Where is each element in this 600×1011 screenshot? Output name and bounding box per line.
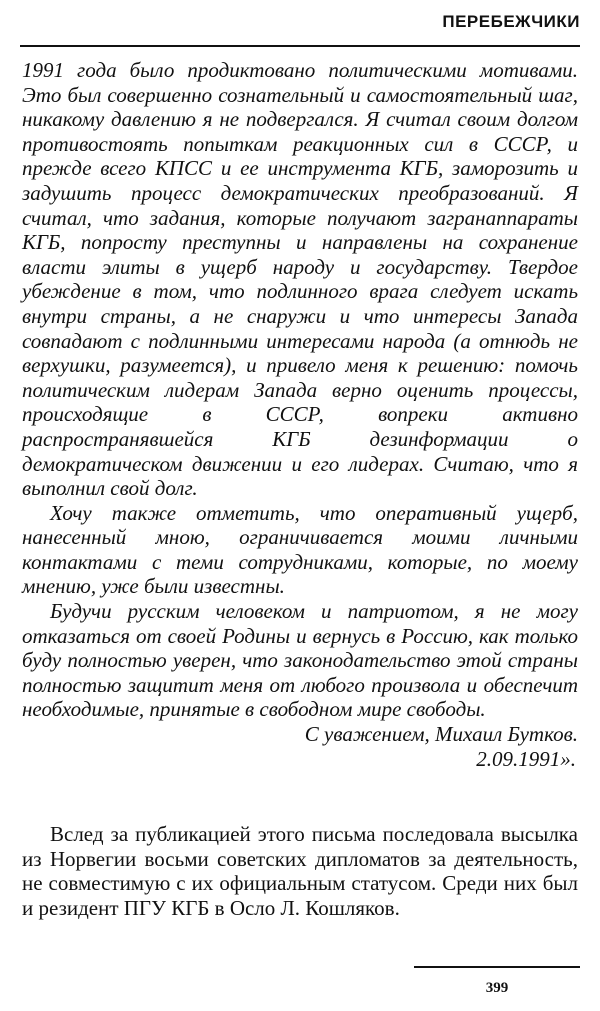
letter-paragraph-2: Хочу также отметить, что оперативный ущерб, нанесенный мною, ограничивается моими личными контактами с теми сотрудниками, которые, по моему мнению, уже были известны.: [22, 500, 578, 599]
body-paragraph: Вслед за публикацией этого письма последовала высылка из Норвегии восьми советских дипломатов за деятельность, не совместимую с их официальным статусом. Среди них был и резидент ПГУ КГБ в Осло Л. Кошляков.: [22, 822, 578, 920]
page-number: 399: [485, 980, 509, 996]
quoted-letter: [22, 58, 578, 771]
letter-paragraph-1: 1991 года было продиктовано политическими мотивами. Это был совершенно сознательный и самостоятельный шаг, никакому давлению я не подвергался. Я считал своим долгом противостоять попыткам реакционных сил в СССР, и прежде всего КПСС и ее инструмента КГБ, заморозить и задушить процесс демократических преобразований. Я считал, что задания, которые получают загранаппараты КГБ, попросту преступны и направлены на сохранение власти элиты в ущерб народу и государству. Твердое убеждение в том, что подлинного врага следует искать внутри страны, а не снаружи и что интересы Запада совпадают с подлинными интересами народа (а отнюдь не верхушки, разумеется), и привело меня к решению: помочь политическим лидерам Запада верно оценить процессы, происходящие в СССР, вопреки активно распространявшейся КГБ дезинформации о демократическом движении и его лидерах. Считаю, что я выполнил свой долг.: [22, 58, 578, 501]
letter-signature: С уважением, Михаил Бутков.: [304, 722, 578, 747]
running-title: ПЕРЕБЕЖЧИКИ: [442, 12, 580, 31]
letter-date: 2.09.1991».: [476, 746, 576, 771]
letter-paragraph-3: Будучи русским человеком и патриотом, я не могу отказаться от своей Родины и вернусь в Россию, как только буду полностью уверен, что законодательство этой страны полностью защитит меня от любого произвола и обеспечит необходимые, принятые в свободном мире свободы.: [22, 599, 578, 722]
header-rule: [20, 45, 580, 47]
footer-rule: [414, 966, 580, 968]
